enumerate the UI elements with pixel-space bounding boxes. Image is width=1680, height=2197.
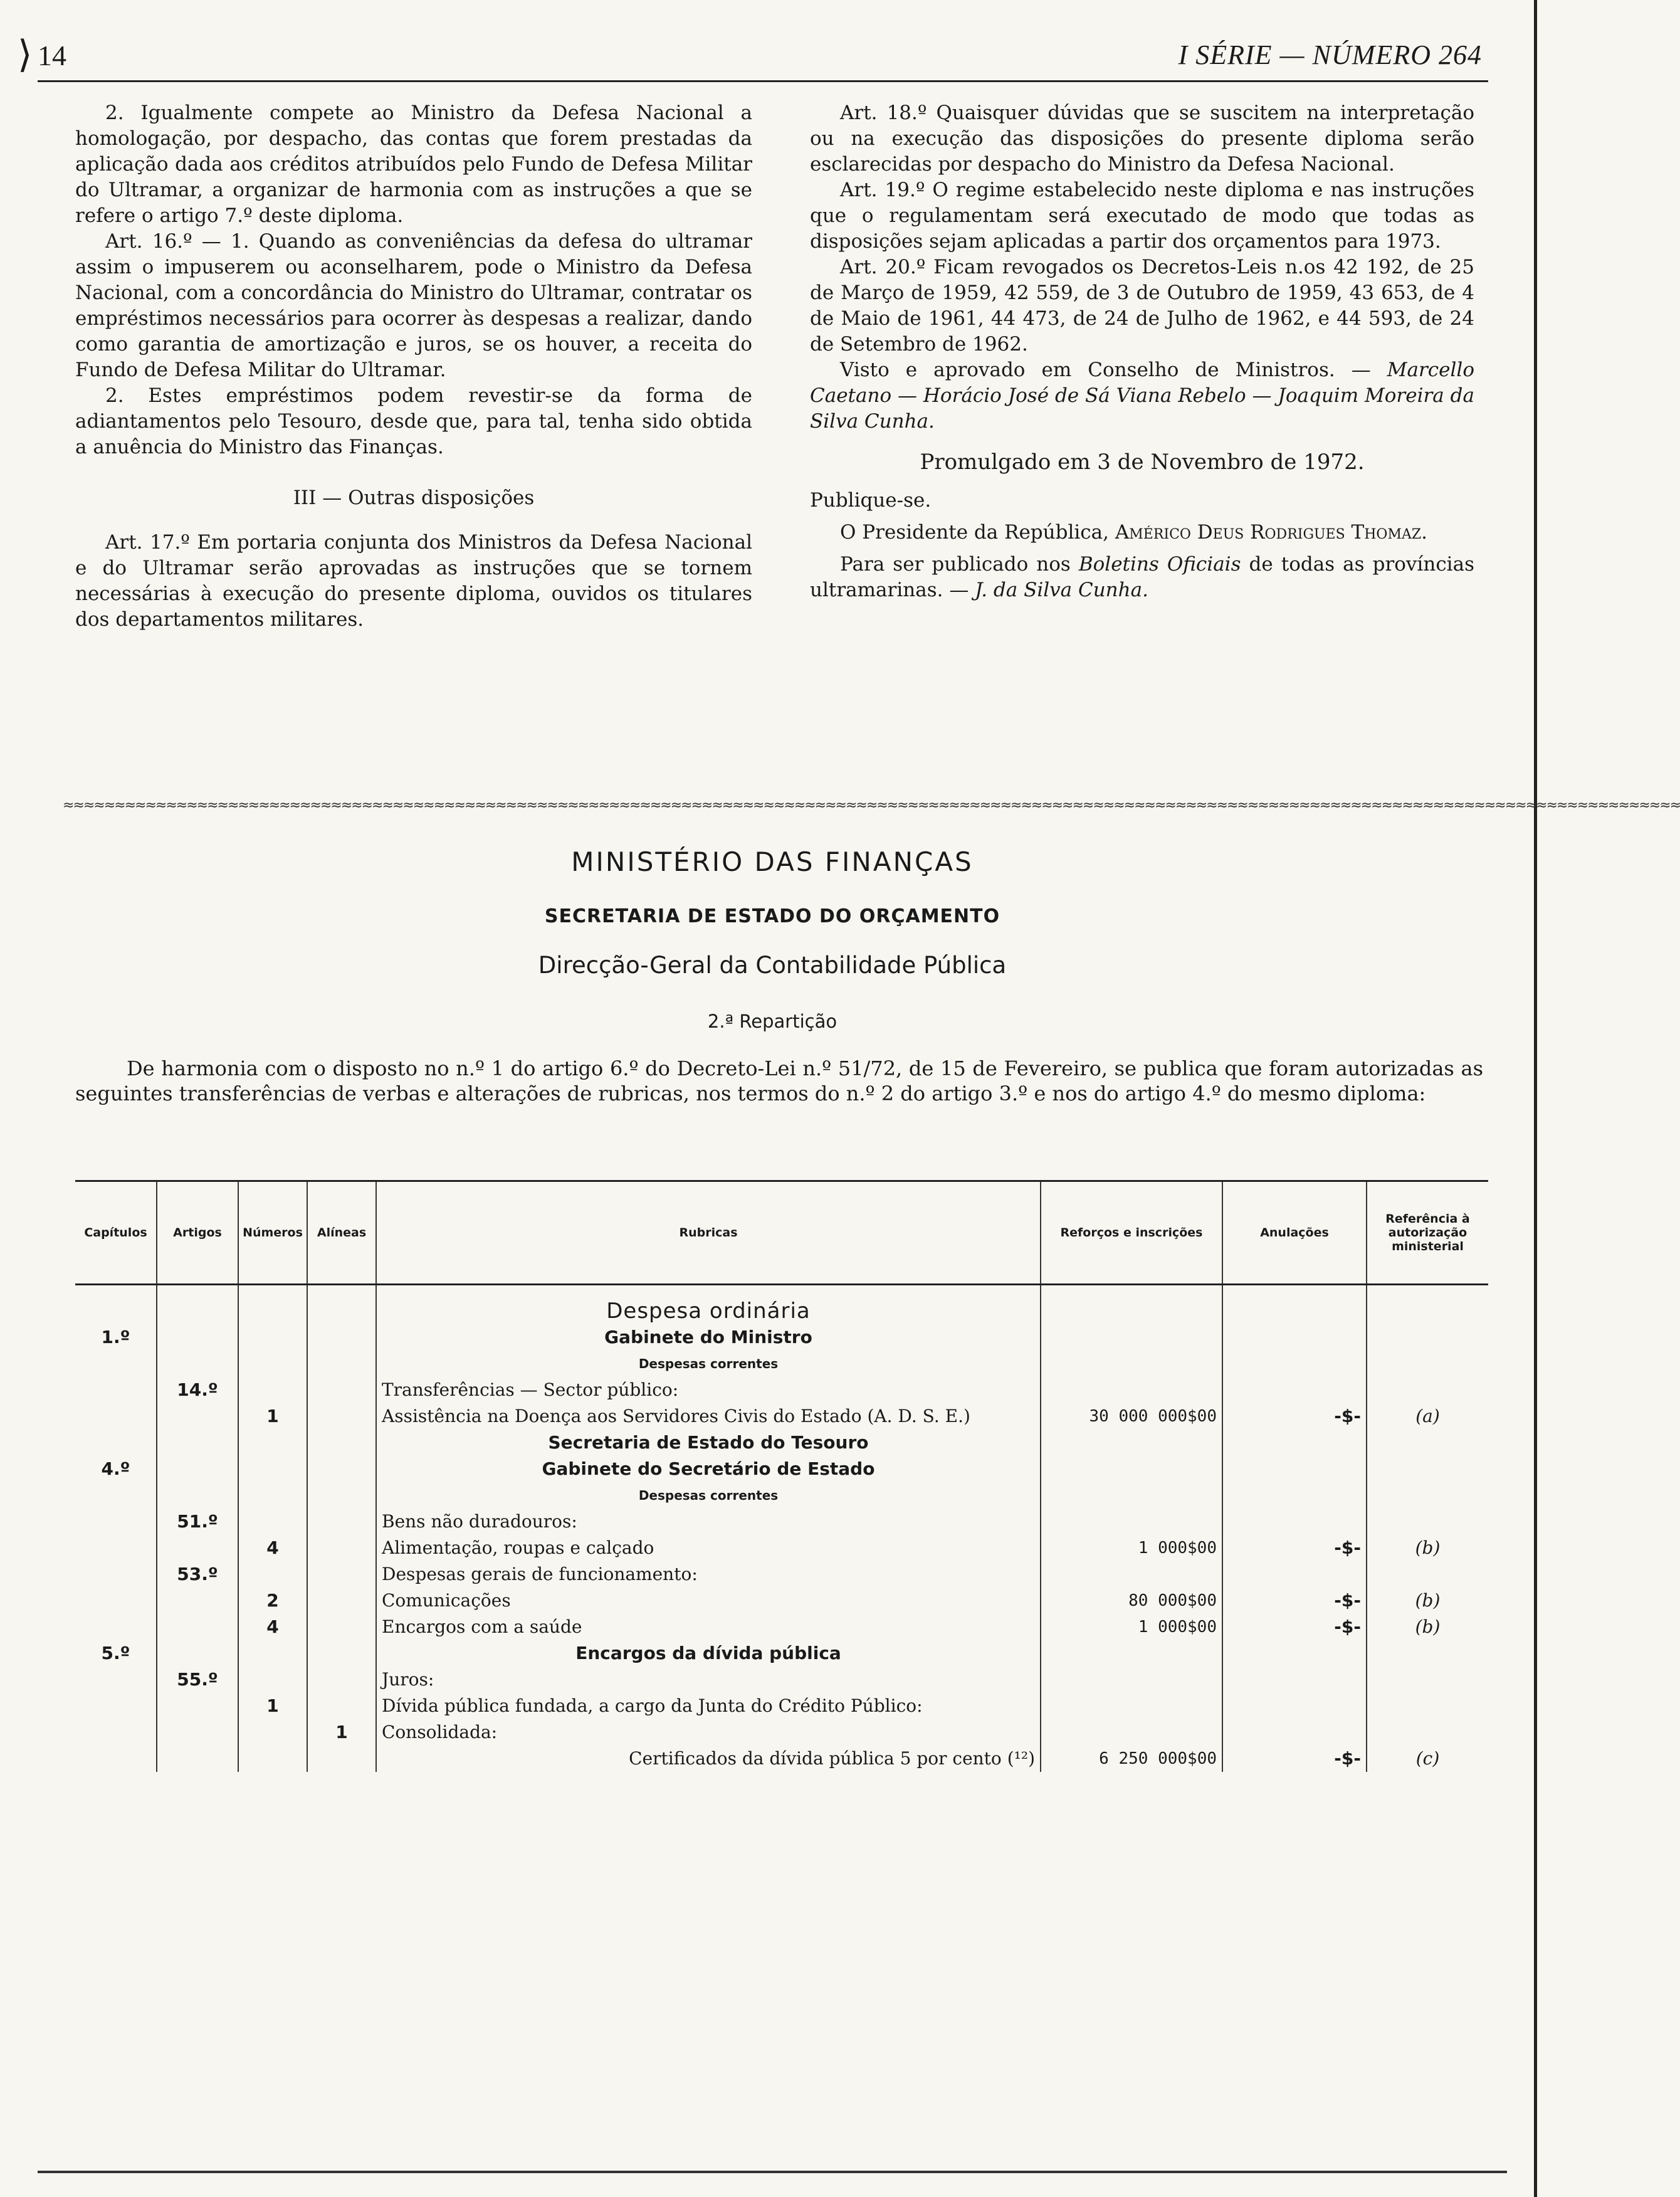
rubric-text: Assistência na Doença aos Servidores Civis do Estado (A. D. S. E.) (376, 1403, 1041, 1430)
rubric-text: Juros: (376, 1667, 1041, 1693)
left-column (75, 100, 752, 633)
anulacao-amount: -$- (1222, 1535, 1367, 1561)
article-number: 55.º (157, 1667, 238, 1693)
rubric-heading: Secretaria de Estado do Tesouro (376, 1430, 1041, 1456)
publish-prefix: Para ser publicado nos (840, 553, 1079, 576)
table-row (75, 1324, 1488, 1351)
promulgation-date: Promulgado em 3 de Novembro de 1972. (920, 450, 1365, 475)
ornamental-divider: ≈≈≈≈≈≈≈≈≈≈≈≈≈≈≈≈≈≈≈≈≈≈≈≈≈≈≈≈≈≈≈≈≈≈≈≈≈≈≈≈≈≈≈≈≈≈≈≈≈≈≈≈≈≈≈≈≈≈≈≈≈≈≈≈≈≈≈≈≈≈≈≈≈≈≈≈≈≈≈≈≈≈≈≈≈≈≈≈≈≈≈≈≈≈≈≈≈≈≈≈≈≈≈≈≈≈≈≈≈≈≈≈≈≈≈≈≈≈≈≈≈≈≈≈≈≈≈≈≈≈≈≈≈≈≈≈≈≈≈≈≈≈≈≈≈≈≈≈≈≈≈≈≈≈≈≈≈ (63, 798, 1680, 813)
rubric-text: Encargos com a saúde (376, 1614, 1041, 1640)
col-reforcos: Reforços e inscrições (1041, 1181, 1222, 1285)
rubric-text: Transferências — Sector público: (376, 1377, 1041, 1403)
rubric-text: Comunicações (376, 1588, 1041, 1614)
article-number: 51.º (157, 1509, 238, 1535)
paragraph: Art. 19.º O regime estabelecido neste diploma e nas instruções que o regulamentam será executado de modo que todas as disposições sejam aplicadas a partir dos orçamentos para 1973. (810, 179, 1474, 253)
anulacao-amount: -$- (1222, 1614, 1367, 1640)
col-anulacoes: Anulações (1222, 1181, 1367, 1285)
table-row (75, 1430, 1488, 1456)
paragraph: Art. 18.º Quaisquer dúvidas que se suscitem na interpretação ou na execução das disposições do presente diploma serão esclarecidas por despacho do Ministro da Defesa Nacional. (810, 102, 1474, 176)
alinea-number: 1 (307, 1719, 376, 1746)
reference-mark: (a) (1367, 1403, 1488, 1430)
article-number: 14.º (157, 1377, 238, 1403)
budget-table (75, 1180, 1488, 1772)
item-number: 4 (238, 1614, 307, 1640)
chapter-number: 4.º (101, 1458, 130, 1479)
header-rule (38, 80, 1488, 82)
rubric-heading: Despesa ordinária (376, 1298, 1041, 1324)
item-number: 2 (238, 1588, 307, 1614)
publication-note (810, 552, 1474, 603)
col-capitulos: Capítulos (75, 1181, 157, 1285)
table-row (75, 1535, 1488, 1561)
rubric-heading: Gabinete do Secretário de Estado (376, 1456, 1041, 1482)
spacer-row (75, 1285, 1488, 1299)
rubric-text: Consolidada: (376, 1719, 1041, 1746)
president-prefix: O Presidente da República, (840, 521, 1115, 544)
table-row (75, 1746, 1488, 1772)
table-row (75, 1588, 1488, 1614)
table-row (75, 1719, 1488, 1746)
reference-mark: (b) (1367, 1535, 1488, 1561)
rubric-subheading: Despesas correntes (376, 1351, 1041, 1377)
intro-paragraph: De harmonia com o disposto no n.º 1 do artigo 6.º do Decreto-Lei n.º 51/72, de 15 de Fevereiro, se publica que foram autorizadas as seguintes transferências de verbas e alterações de rubricas, nos termos do n.º 2 do artigo 3.º e nos do artigo 4.º do mesmo diploma: (75, 1056, 1483, 1105)
reforco-amount: 6 250 000$00 (1041, 1746, 1222, 1772)
paragraph (810, 357, 1474, 435)
col-referencia: Referência à autorização ministerial (1367, 1181, 1488, 1285)
table-row (75, 1482, 1488, 1509)
article-number: 53.º (157, 1561, 238, 1588)
chapter-number: 1.º (101, 1327, 130, 1347)
col-alineas: Alíneas (307, 1181, 376, 1285)
reforco-amount: 1 000$00 (1041, 1535, 1222, 1561)
approval-text: Visto e aprovado em Conselho de Ministros. — (840, 359, 1387, 381)
col-numeros: Números (238, 1181, 307, 1285)
publish-italic: Boletins Oficiais (1078, 553, 1241, 576)
rubric-subheading: Despesas correntes (376, 1482, 1041, 1509)
right-column (810, 100, 1474, 603)
table-row (75, 1509, 1488, 1535)
rubric-text: Bens não duradouros: (376, 1509, 1041, 1535)
table-row (75, 1298, 1488, 1324)
table-row (75, 1377, 1488, 1403)
rubric-text: Alimentação, roupas e calçado (376, 1535, 1041, 1561)
col-artigos: Artigos (157, 1181, 238, 1285)
anulacao-amount: -$- (1222, 1588, 1367, 1614)
reforco-amount: 80 000$00 (1041, 1588, 1222, 1614)
rubric-text: Certificados da dívida pública 5 por cento (¹²) (376, 1746, 1041, 1772)
publish-suffix: de todas as províncias ultramarinas. — (810, 553, 1474, 601)
rubric-text: Despesas gerais de funcionamento: (376, 1561, 1041, 1588)
secretaria-title: SECRETARIA DE ESTADO DO ORÇAMENTO (544, 905, 1000, 927)
table-row (75, 1614, 1488, 1640)
president-line (810, 520, 1474, 545)
series-number: I SÉRIE — NÚMERO 264 (1178, 40, 1482, 70)
table-row (75, 1667, 1488, 1693)
reparticao-title: 2.ª Repartição (707, 1011, 837, 1032)
publish-signature: J. da Silva Cunha. (975, 579, 1148, 601)
page-edge-rule (1534, 0, 1537, 2197)
bottom-rule (38, 2171, 1507, 2173)
paragraph: 2. Estes empréstimos podem revestir-se da forma de adiantamentos pelo Tesouro, desde que, para tal, tenha sido obtida a anuência do Ministro das Finanças. (75, 384, 752, 458)
rubric-text: Dívida pública fundada, a cargo da Junta do Crédito Público: (376, 1693, 1041, 1719)
chapter-number: 5.º (101, 1643, 130, 1663)
signatories: Marcello Caetano — Horácio José de Sá Viana Rebelo — Joaquim Moreira da Silva Cunha. (810, 359, 1474, 433)
table-row (75, 1351, 1488, 1377)
margin-mark: ⟩ (18, 33, 33, 76)
anulacao-amount: -$- (1222, 1746, 1367, 1772)
president-name: Américo Deus Rodrigues Thomaz. (1115, 521, 1427, 544)
table-header-row (75, 1181, 1488, 1285)
item-number: 4 (238, 1535, 307, 1561)
reference-mark: (c) (1367, 1746, 1488, 1772)
anulacao-amount: -$- (1222, 1403, 1367, 1430)
section-title: III — Outras disposições (293, 487, 535, 509)
paragraph: Art. 16.º — 1. Quando as conveniências da defesa do ultramar assim o impuserem ou aconselharem, pode o Ministro da Defesa Nacional, com a concordância do Ministro do Ultramar, contratar os empréstimos necessários para ocorrer às despesas a realizar, dando como garantia de amortização e juros, se os houver, a receita do Fundo de Defesa Militar do Ultramar. (75, 230, 752, 381)
col-rubricas: Rubricas (376, 1181, 1041, 1285)
item-number: 1 (238, 1693, 307, 1719)
publish-order: Publique-se. (810, 489, 932, 512)
paragraph: 2. Igualmente compete ao Ministro da Defesa Nacional a homologação, por despacho, das contas que forem prestadas da aplicação dada aos créditos atribuídos pelo Fundo de Defesa Militar do Ultramar, a organizar de harmonia com as instruções a que se refere o artigo 7.º deste diploma. (75, 102, 752, 227)
table-row (75, 1403, 1488, 1430)
table-row (75, 1640, 1488, 1667)
direccao-title: Direcção-Geral da Contabilidade Pública (538, 952, 1007, 979)
rubric-heading: Gabinete do Ministro (376, 1324, 1041, 1351)
table-row (75, 1693, 1488, 1719)
table-row (75, 1456, 1488, 1482)
reforco-amount: 30 000 000$00 (1041, 1403, 1222, 1430)
page-number: 14 (38, 40, 66, 71)
reforco-amount: 1 000$00 (1041, 1614, 1222, 1640)
reference-mark: (b) (1367, 1588, 1488, 1614)
ministry-title: MINISTÉRIO DAS FINANÇAS (571, 846, 974, 877)
table-row (75, 1561, 1488, 1588)
paragraph: Art. 20.º Ficam revogados os Decretos-Leis n.os 42 192, de 25 de Março de 1959, 42 559, de 3 de Outubro de 1959, 43 653, de 4 de Maio de 1961, 44 473, de 24 de Julho de 1962, e 44 593, de 24 de Setembro de 1962. (810, 256, 1474, 356)
paragraph: Art. 17.º Em portaria conjunta dos Ministros da Defesa Nacional e do Ultramar serão aprovadas as instruções que se tornem necessárias à execução do presente diploma, ouvidos os titulares dos departamentos militares. (75, 531, 752, 631)
reference-mark: (b) (1367, 1614, 1488, 1640)
rubric-heading: Encargos da dívida pública (376, 1640, 1041, 1667)
item-number: 1 (238, 1403, 307, 1430)
